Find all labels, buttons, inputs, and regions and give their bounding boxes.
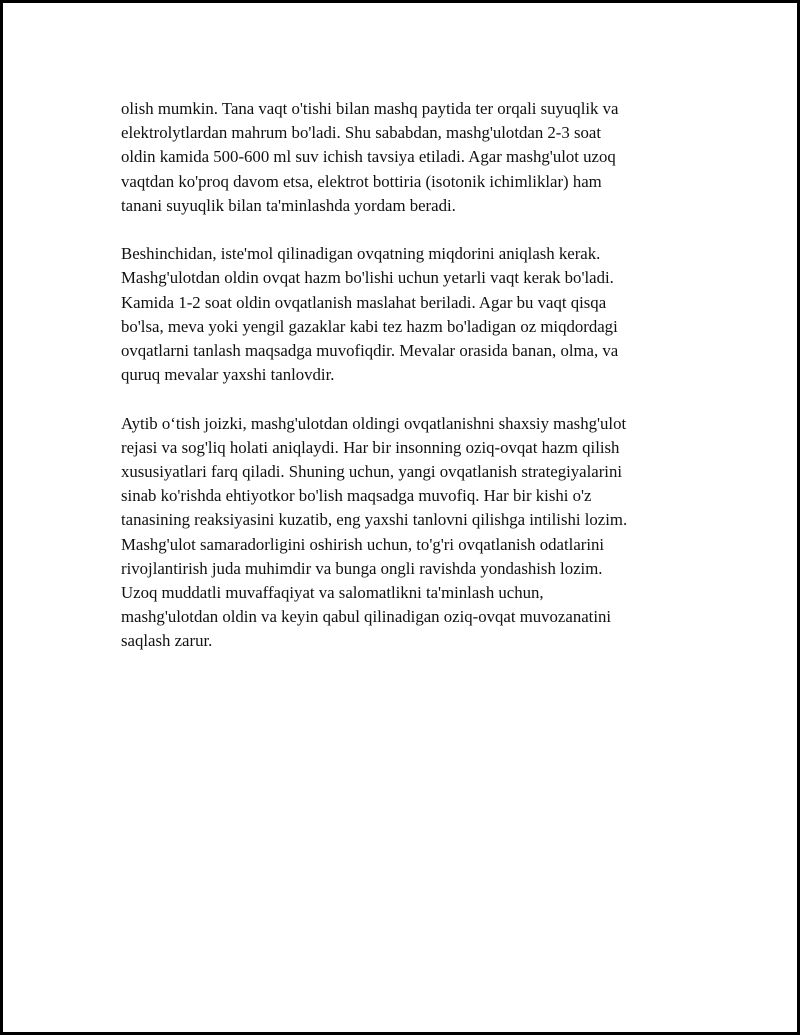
text-line: Aytib o‘tish joizki, mashg'ulotdan oldingi ovqatlanishni shaxsiy mashg'ulot bbox=[121, 413, 627, 433]
text-line: rejasi va sog'liq holati aniqlaydi. Har bir insonning oziq-ovqat hazm qilish bbox=[121, 437, 620, 457]
text-line: elektrolytlardan mahrum bo'ladi. Shu sababdan, mashg'ulotdan 2-3 soat bbox=[121, 123, 602, 143]
text-line: sinab ko'rishda ehtiyotkor bo'lish maqsadga muvofiq. Har bir kishi o'z bbox=[121, 486, 592, 506]
text-line: xususiyatlari farq qiladi. Shuning uchun, yangi ovqatlanish strategiyalarini bbox=[121, 462, 623, 482]
text-line: Mashg'ulot samaradorligini oshirish uchun, to'g'ri ovqatlanish odatlarini bbox=[121, 534, 605, 554]
text-line: rivojlantirish juda muhimdir va bunga ongli ravishda yondashish lozim. bbox=[121, 558, 603, 578]
text-line: Uzoq muddatli muvaffaqiyat va salomatlikni ta'minlash uchun, bbox=[121, 583, 544, 603]
text-line: ovqatlarni tanlash maqsadga muvofiqdir. Mevalar orasida banan, olma, va bbox=[121, 341, 619, 361]
document-body bbox=[121, 97, 701, 678]
text-line: Beshinchidan, iste'mol qilinadigan ovqatning miqdorini aniqlash kerak. bbox=[121, 244, 601, 264]
text-line: mashg'ulotdan oldin va keyin qabul qilinadigan oziq-ovqat muvozanatini bbox=[121, 607, 612, 627]
paragraph-meal-quantity bbox=[121, 242, 701, 387]
paragraph-conclusion bbox=[121, 412, 701, 654]
text-line: quruq mevalar yaxshi tanlovdir. bbox=[121, 365, 335, 385]
text-line: tanasining reaksiyasini kuzatib, eng yaxshi tanlovni qilishga intilishi lozim. bbox=[121, 510, 628, 530]
text-line: olish mumkin. Tana vaqt o'tishi bilan mashq paytida ter orqali suyuqlik va bbox=[121, 99, 619, 118]
text-line: tanani suyuqlik bilan ta'minlashda yordam beradi. bbox=[121, 195, 456, 215]
text-line: Kamida 1-2 soat oldin ovqatlanish maslahat beriladi. Agar bu vaqt qisqa bbox=[121, 292, 607, 312]
text-line: oldin kamida 500-600 ml suv ichish tavsiya etiladi. Agar mashg'ulot uzoq bbox=[121, 147, 616, 167]
paragraph-hydration bbox=[121, 97, 701, 218]
text-line: bo'lsa, meva yoki yengil gazaklar kabi tez hazm bo'ladigan oz miqdordagi bbox=[121, 316, 618, 336]
text-line: vaqtdan ko'proq davom etsa, elektrot bottiria (isotonik ichimliklar) ham bbox=[121, 171, 602, 191]
text-line: Mashg'ulotdan oldin ovqat hazm bo'lishi uchun yetarli vaqt kerak bo'ladi. bbox=[121, 268, 614, 288]
text-line: saqlash zarur. bbox=[121, 631, 213, 651]
